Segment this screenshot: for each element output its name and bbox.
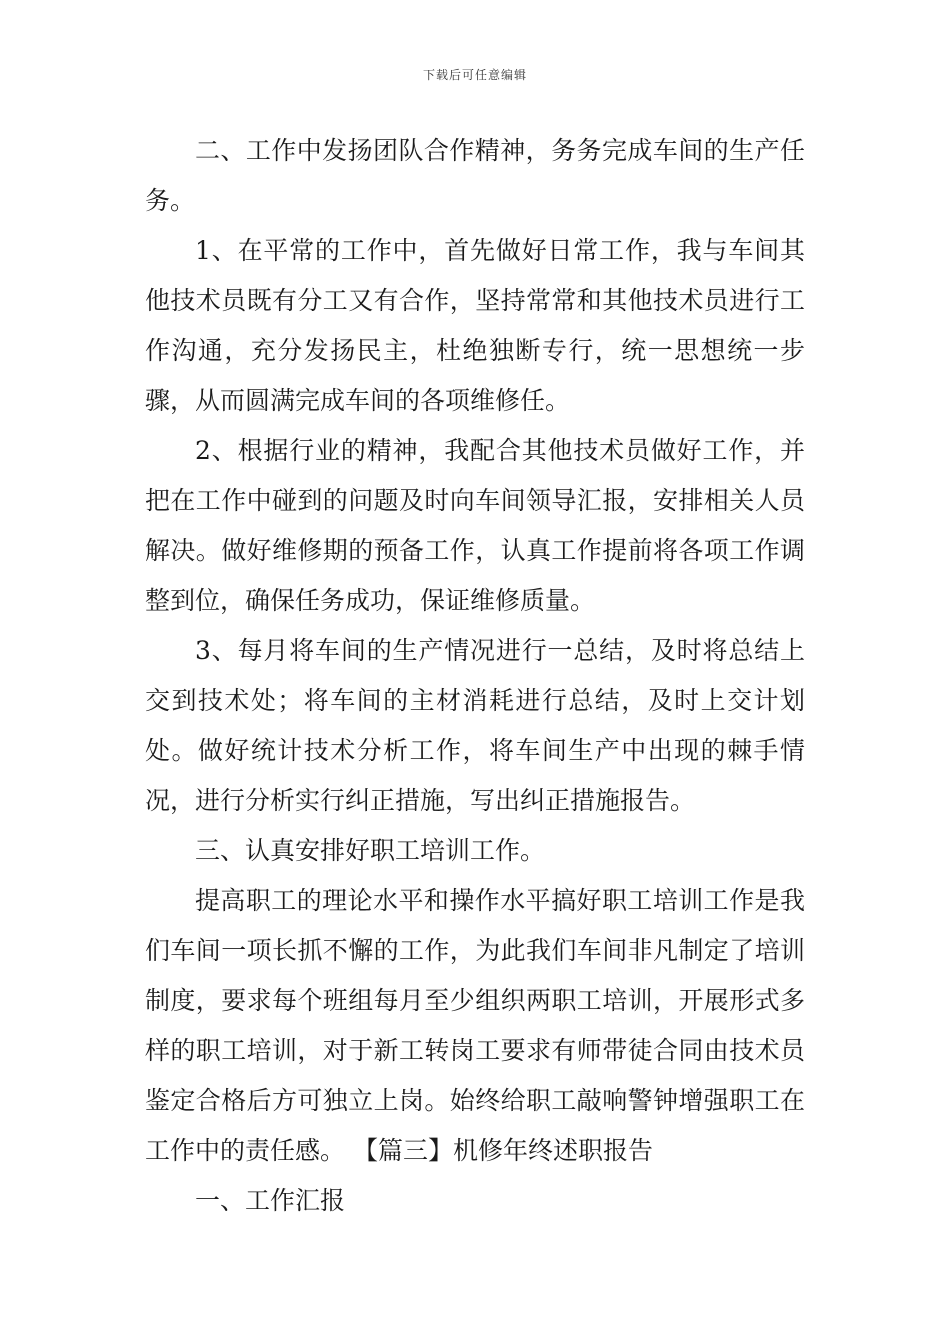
paragraph-item-2: 2、根据行业的精神，我配合其他技术员做好工作，并把在工作中碰到的问题及时向车间领导汇报，安排相关人员解决。做好维修期的预备工作，认真工作提前将各项工作调整到位，确保任务成功，保证维修质量。 xyxy=(145,436,805,615)
paragraph-work-report-heading: 一、工作汇报 xyxy=(195,1186,346,1215)
paragraph-training: 提高职工的理论水平和操作水平搞好职工培训工作是我们车间一项长抓不懈的工作，为此我们车间非凡制定了培训制度，要求每个班组每月至少组织两职工培训，开展形式多样的职工培训，对于新工转岗工要求有师带徒合同由技术员鉴定合格后方可独立上岗。始终给职工敲响警钟增强职工在工作中的责任感。 【篇三】机修年终述职报告 xyxy=(145,886,805,1165)
paragraph-item-3: 3、每月将车间的生产情况进行一总结，及时将总结上交到技术处；将车间的主材消耗进行总结，及时上交计划处。做好统计技术分析工作，将车间生产中出现的棘手情况，进行分析实行纠正措施，写出纠正措施报告。 xyxy=(145,636,805,815)
paragraph-section-2-heading: 二、工作中发扬团队合作精神，务务完成车间的生产任务。 xyxy=(145,136,805,215)
paragraph-item-1: 1、在平常的工作中，首先做好日常工作，我与车间其他技术员既有分工又有合作，坚持常常和其他技术员进行工作沟通，充分发扬民主，杜绝独断专行，统一思想统一步骤，从而圆满完成车间的各项维修任。 xyxy=(145,236,805,415)
paragraph-section-3-heading: 三、认真安排好职工培训工作。 xyxy=(195,836,546,865)
document-body xyxy=(145,126,805,1226)
page-header: 下载后可任意编辑 xyxy=(422,68,527,82)
